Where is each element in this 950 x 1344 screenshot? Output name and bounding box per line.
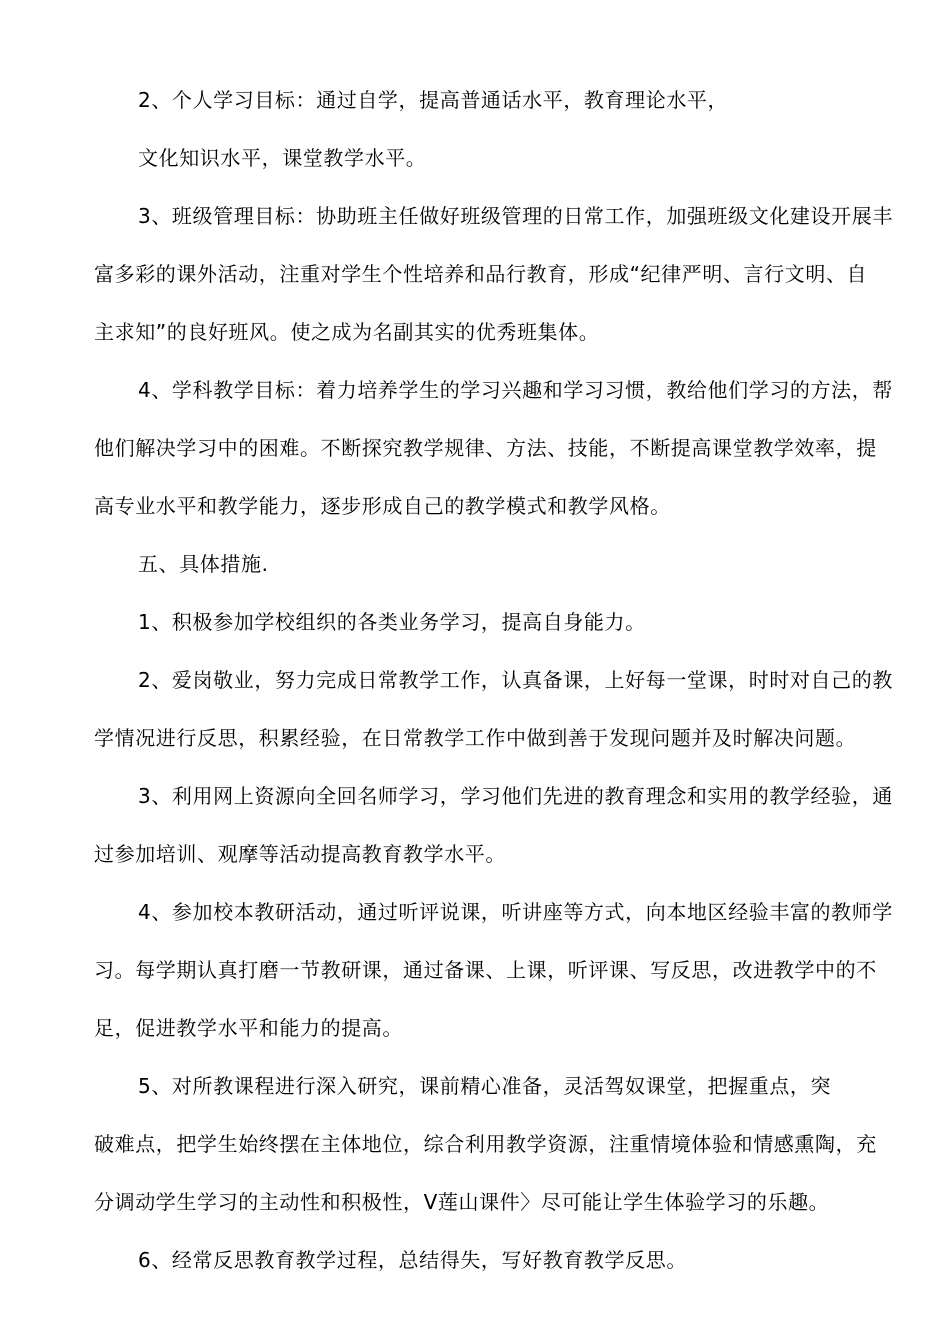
text-line: 4、参加校本教研活动，通过听评说课，听讲座等方式，向本地区经验丰富的教师学 (138, 900, 893, 924)
text-line: 高专业水平和教学能力，逐步形成自己的教学模式和教学风格。 (94, 494, 671, 518)
text-line: 破难点，把学生始终摆在主体地位，综合利用教学资源，注重情境体验和情感熏陶，充 (94, 1132, 877, 1156)
text-line: 分调动学生学习的主动性和积极性，V莲山课件〉尽可能让学生体验学习的乐趣。 (94, 1190, 830, 1214)
text-line: 主求知”的良好班风。使之成为名副其实的优秀班集体。 (94, 320, 600, 344)
text-line: 文化知识水平，课堂教学水平。 (138, 146, 427, 170)
text-line: 5、对所教课程进行深入研究，课前精心准备，灵活驾奴课堂，把握重点，突 (138, 1074, 832, 1098)
text-line: 过参加培训、观摩等活动提高教育教学水平。 (94, 842, 506, 866)
text-line: 习。每学期认真打磨一节教研课，通过备课、上课，听评课、写反思，改进教学中的不 (94, 958, 877, 982)
text-line: 富多彩的课外活动，注重对学生个性培养和品行教育，形成“纪律严明、言行文明、自 (94, 262, 868, 286)
text-line: 他们解决学习中的困难。不断探究教学规律、方法、技能，不断提高课堂教学效率，提 (94, 436, 877, 460)
text-line: 4、学科教学目标：着力培养学生的学习兴趣和学习习惯，教给他们学习的方法，帮 (138, 378, 893, 402)
section-heading: 五、具体措施. (138, 552, 269, 576)
text-line: 3、班级管理目标：协助班主任做好班级管理的日常工作，加强班级文化建设开展丰 (138, 204, 893, 228)
text-line: 2、个人学习目标：通过自学，提高普通话水平，教育理论水平， (138, 88, 729, 112)
text-line: 足，促进教学水平和能力的提高。 (94, 1016, 403, 1040)
text-line: 2、爱岗敬业，努力完成日常教学工作，认真备课，上好每一堂课，时时对自己的教 (138, 668, 893, 692)
text-line: 1、积极参加学校组织的各类业务学习，提高自身能力。 (138, 610, 646, 634)
text-line: 学情况进行反思，积累经验，在日常教学工作中做到善于发现问题并及时解决问题。 (94, 726, 857, 750)
text-line: 6、经常反思教育教学过程，总结得失，写好教育教学反思。 (138, 1248, 687, 1272)
text-line: 3、利用网上资源向全回名师学习，学习他们先进的教育理念和实用的教学经验，通 (138, 784, 893, 808)
